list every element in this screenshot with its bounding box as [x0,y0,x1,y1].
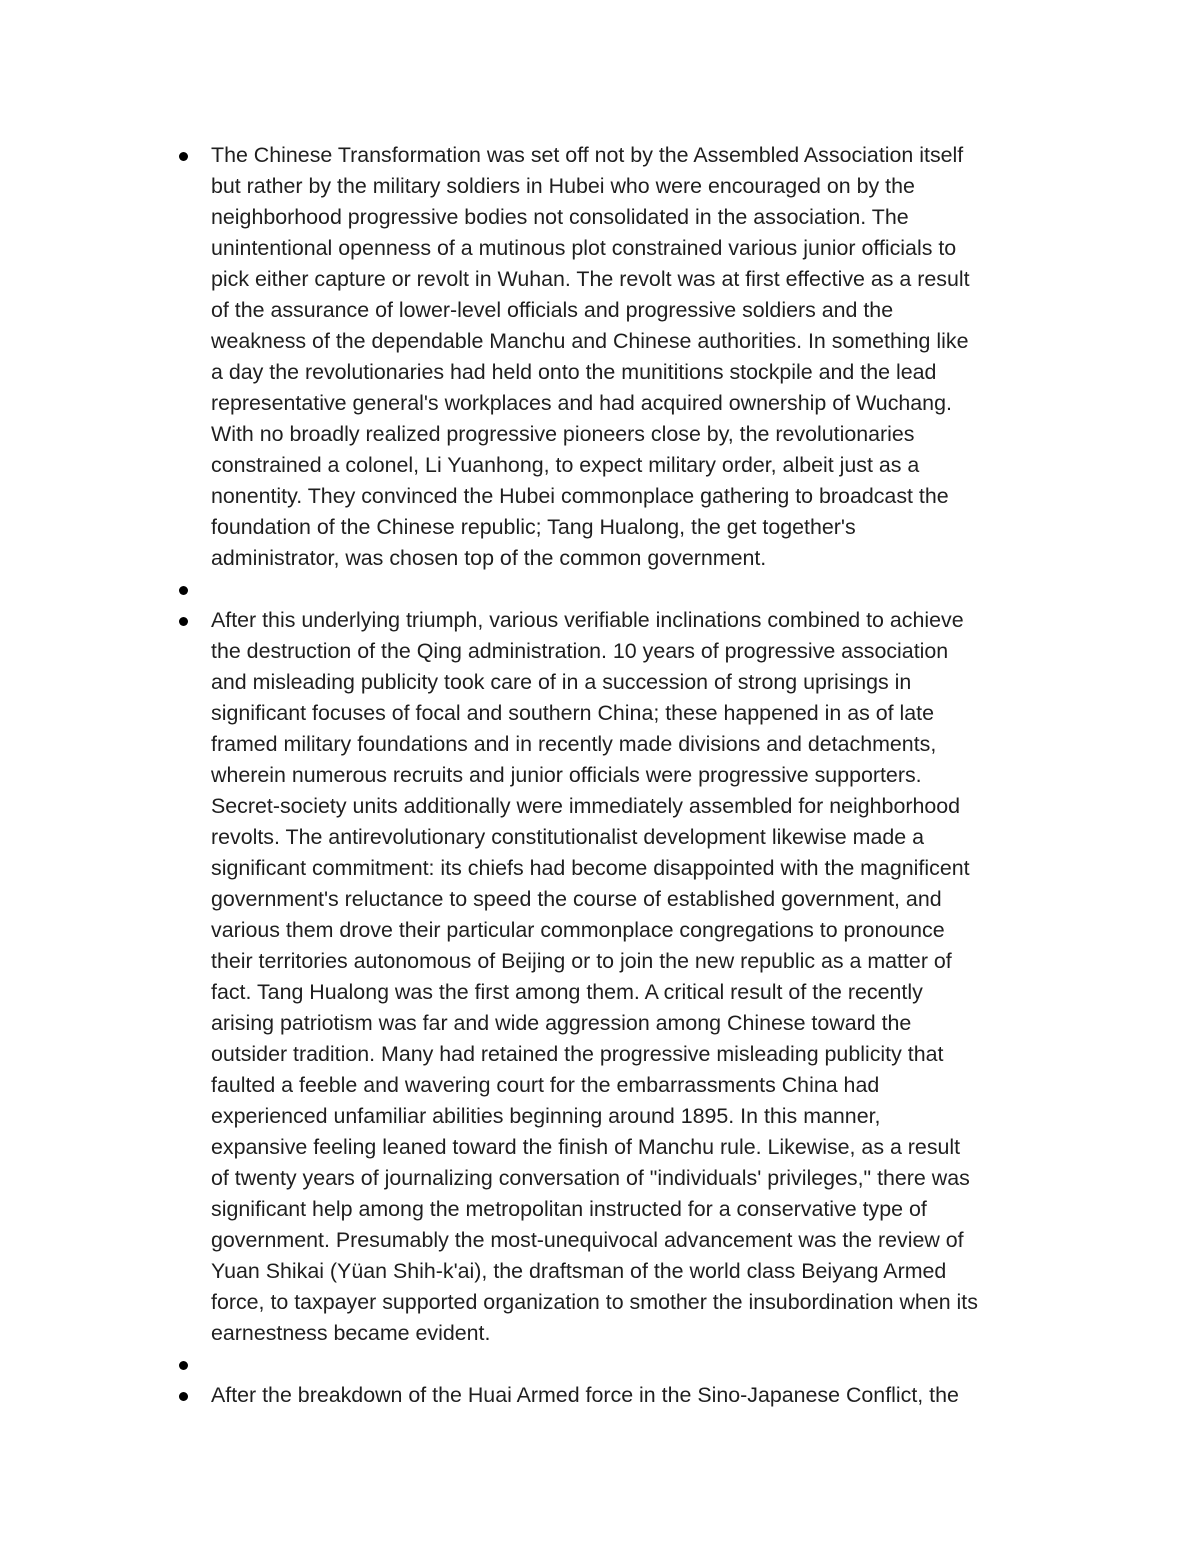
text-line: administrator, was chosen top of the common government. [211,546,767,570]
text-line: significant focuses of focal and southern China; these happened in as of late [211,701,935,725]
text-line: experienced unfamiliar abilities beginning around 1895. In this manner, [211,1104,881,1128]
list-item [0,605,1071,1349]
text-line: and misleading publicity took care of in a succession of strong uprisings in [211,670,912,694]
text-line: unintentional openness of a mutinous plot constrained various junior officials to [211,236,957,260]
text-line: government. Presumably the most-unequivocal advancement was the review of [211,1228,964,1252]
bullet-list [0,140,1200,1411]
text-line: constrained a colonel, Li Yuanhong, to expect military order, albeit just as a [211,453,920,477]
text-line: expansive feeling leaned toward the finish of Manchu rule. Likewise, as a result [211,1135,961,1159]
text-line: a day the revolutionaries had held onto the munititions stockpile and the lead [211,360,937,384]
bullet-icon [179,1361,188,1370]
text-line: After the breakdown of the Huai Armed force in the Sino-Japanese Conflict, the [211,1383,959,1407]
text-line: significant help among the metropolitan instructed for a conservative type of [211,1197,927,1221]
text-line: earnestness became evident. [211,1321,491,1345]
text-line: Secret-society units additionally were immediately assembled for neighborhood [211,794,961,818]
text-line: of the assurance of lower-level officials and progressive soldiers and the [211,298,894,322]
text-line: foundation of the Chinese republic; Tang Hualong, the get together's [211,515,856,539]
text-line: outsider tradition. Many had retained the progressive misleading publicity that [211,1042,944,1066]
text-line: the destruction of the Qing administration. 10 years of progressive association [211,639,949,663]
text-line: but rather by the military soldiers in Hubei who were encouraged on by the [211,174,915,198]
list-item [0,1349,1071,1380]
text-line: arising patriotism was far and wide aggression among Chinese toward the [211,1011,912,1035]
bullet-icon [179,586,188,595]
text-line: nonentity. They convinced the Hubei commonplace gathering to broadcast the [211,484,949,508]
text-line: faulted a feeble and wavering court for the embarrassments China had [211,1073,880,1097]
bullet-icon [179,152,188,161]
text-line: their territories autonomous of Beijing or to join the new republic as a matter of [211,949,952,973]
text-line: framed military foundations and in recently made divisions and detachments, [211,732,937,756]
text-line: neighborhood progressive bodies not consolidated in the association. The [211,205,909,229]
text-line: wherein numerous recruits and junior officials were progressive supporters. [211,763,922,787]
bullet-icon [179,1392,188,1401]
text-line: of twenty years of journalizing conversation of "individuals' privileges," there was [211,1166,970,1190]
text-line: Yuan Shikai (Yüan Shih-k'ai), the draftsman of the world class Beiyang Armed [211,1259,947,1283]
text-line: With no broadly realized progressive pioneers close by, the revolutionaries [211,422,915,446]
text-line: various them drove their particular commonplace congregations to pronounce [211,918,945,942]
text-line: The Chinese Transformation was set off not by the Assembled Association itself [211,143,964,167]
text-line: revolts. The antirevolutionary constitutionalist development likewise made a [211,825,924,849]
text-line: force, to taxpayer supported organization to smother the insubordination when its [211,1290,978,1314]
text-line: pick either capture or revolt in Wuhan. The revolt was at first effective as a result [211,267,970,291]
bullet-icon [179,617,188,626]
text-line: After this underlying triumph, various verifiable inclinations combined to achieve [211,608,964,632]
text-line: government's reluctance to speed the course of established government, and [211,887,942,911]
text-line: significant commitment: its chiefs had become disappointed with the magnificent [211,856,970,880]
text-line: weakness of the dependable Manchu and Chinese authorities. In something like [211,329,969,353]
list-item [0,1380,1071,1411]
list-item [0,140,1071,574]
text-line: representative general's workplaces and had acquired ownership of Wuchang. [211,391,952,415]
list-item [0,574,1071,605]
text-line: fact. Tang Hualong was the first among them. A critical result of the recently [211,980,923,1004]
